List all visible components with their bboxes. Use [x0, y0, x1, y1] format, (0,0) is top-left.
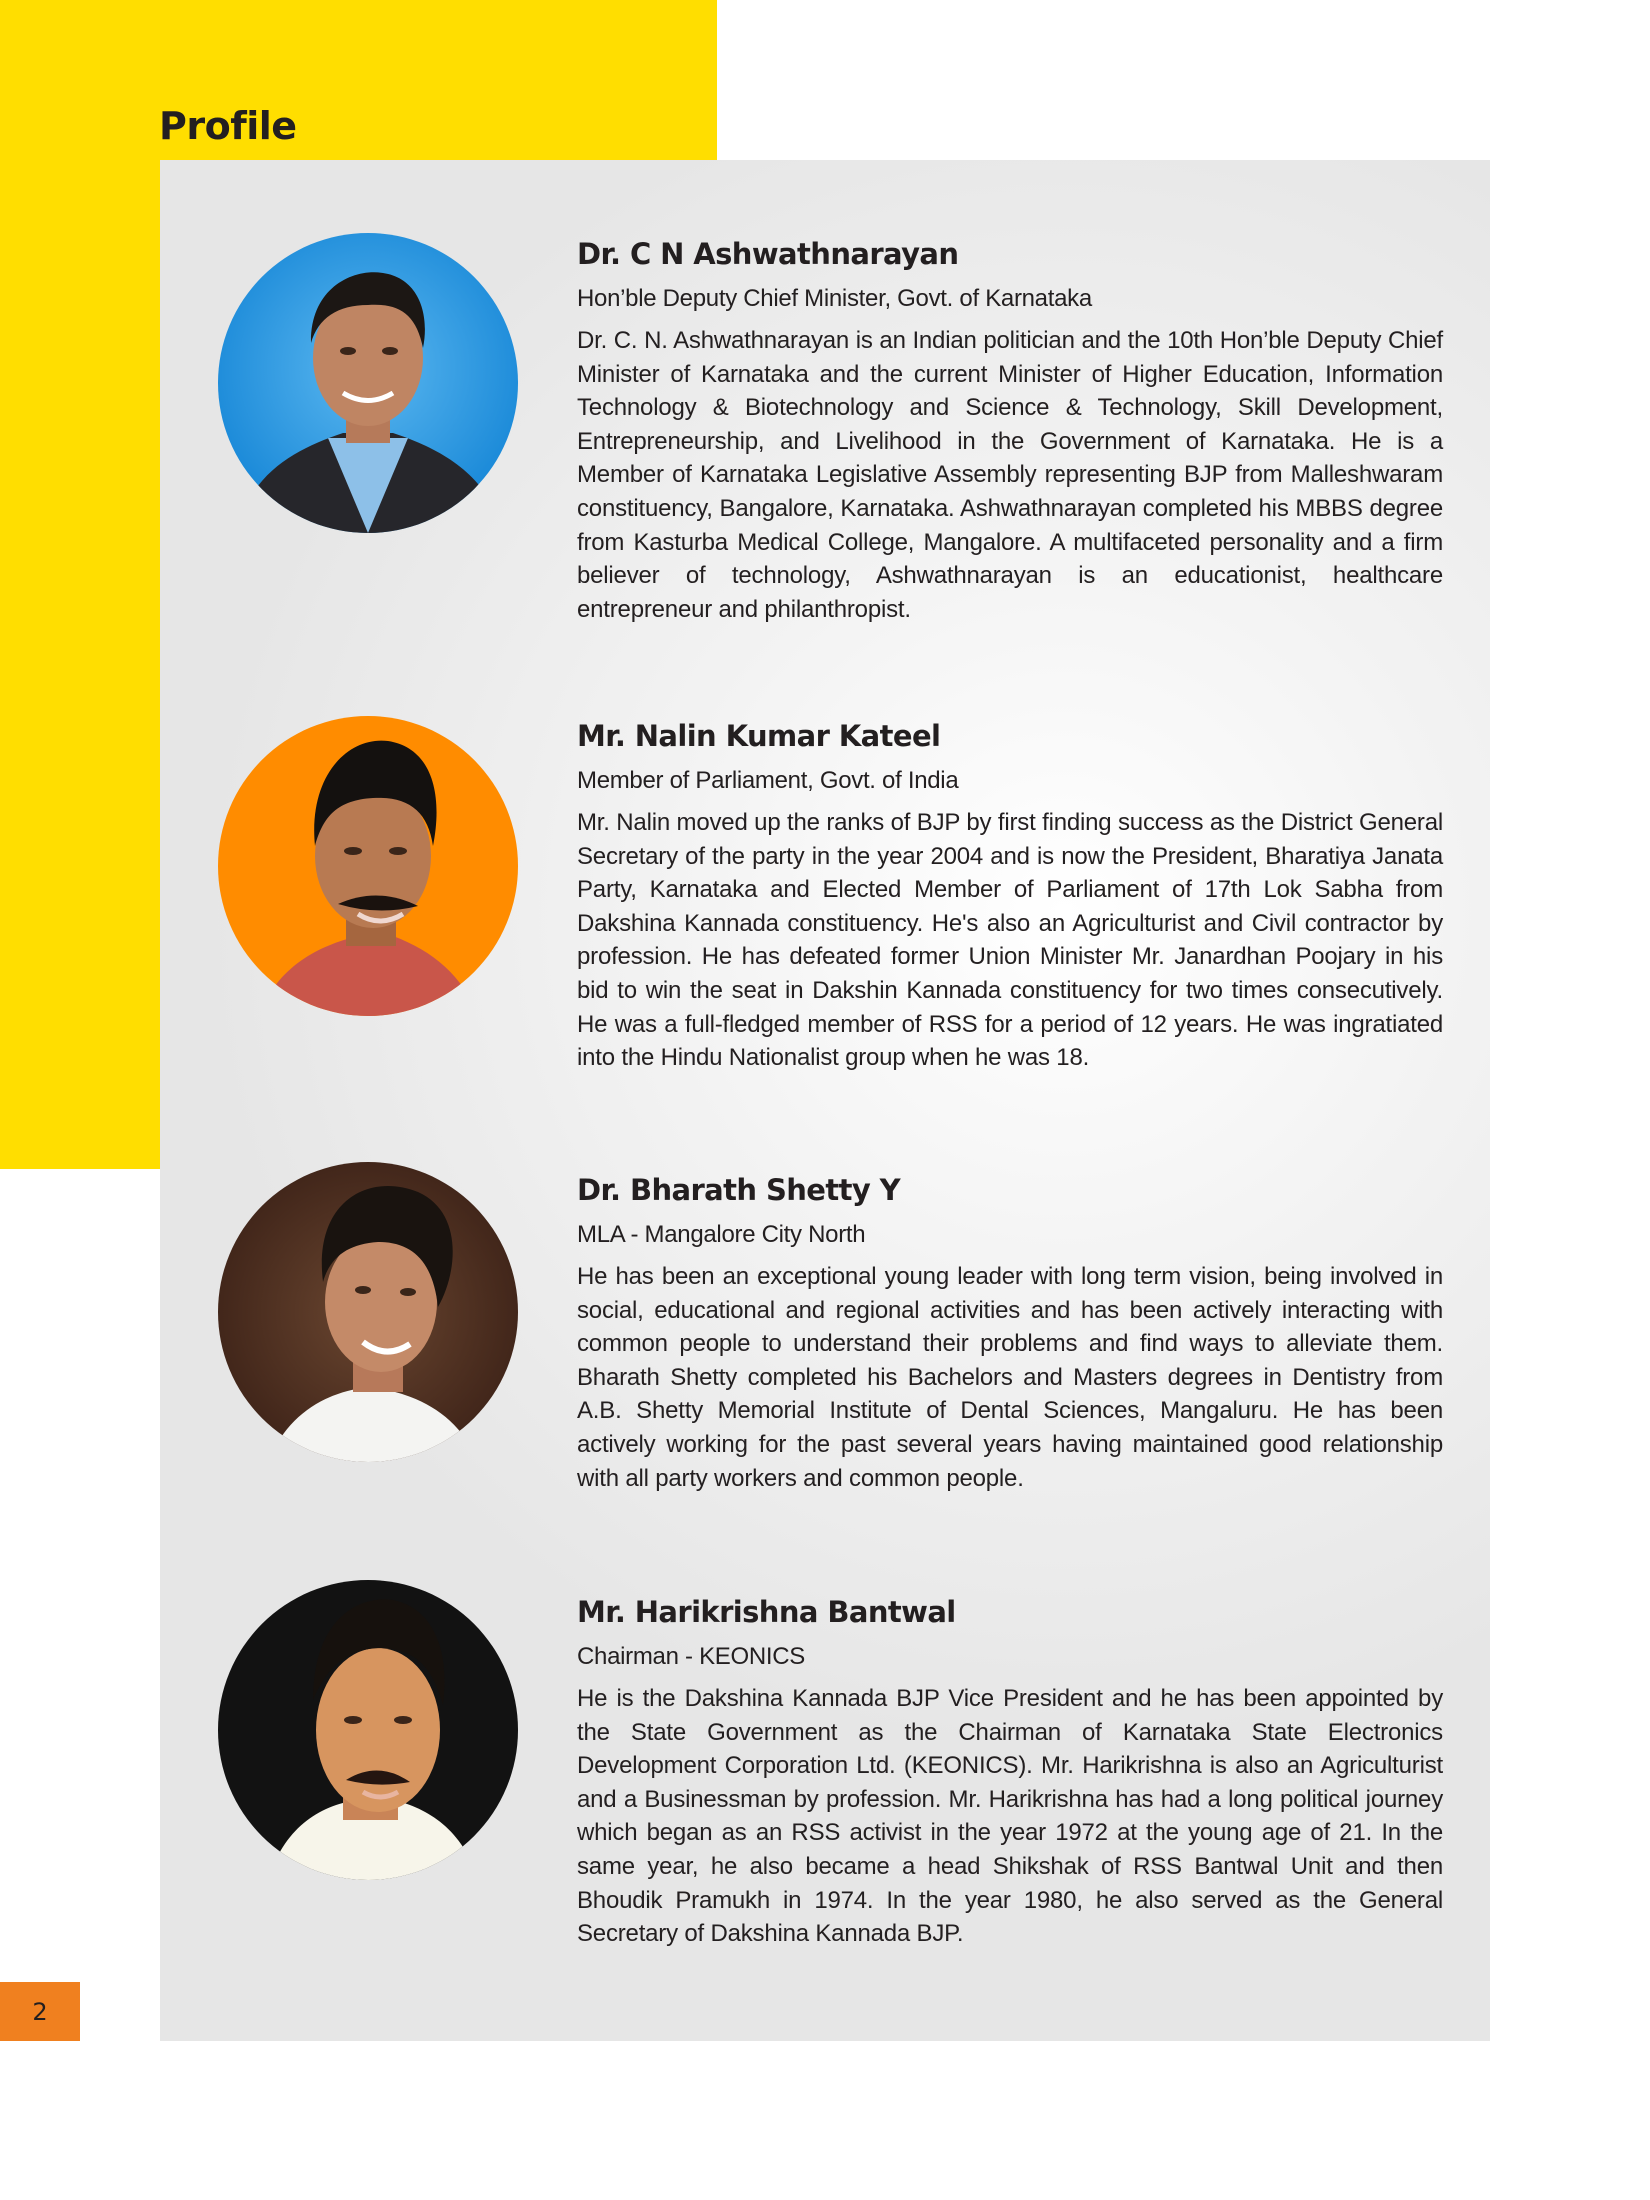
portrait-3: [218, 1162, 518, 1462]
portrait-2: [218, 716, 518, 1016]
portrait-photo-icon: [218, 716, 518, 1016]
profile-role: Member of Parliament, Govt. of India: [577, 767, 959, 794]
profile-text: [577, 1170, 1443, 1495]
page-number-badge: 2: [0, 1982, 80, 2041]
profile-text: [577, 234, 1443, 626]
profile-bio: Mr. Nalin moved up the ranks of BJP by first finding success as the District General Secretary of the party in the year 2004 and is now the President, Bharatiya Janata Party, Karnataka and Elected Member of Parliament of 17th Lok Sabha from Dakshina Kannada constituency. He's also an Agriculturist and Civil contractor by profession. He has defeated former Union Minister Mr. Janardhan Poojary in his bid to win the seat in Dakshin Kannada constituency for two times consecutively. He was a full-fledged member of RSS for a period of 12 years. He was ingratiated into the Hindu Nationalist group when he was 18.: [577, 809, 1443, 1072]
profile-bio: He has been an exceptional young leader with long term vision, being involved in social, educational and regional activities and has been actively interacting with common people to understand their problems and find ways to alleviate them. Bharath Shetty completed his Bachelors and Masters degrees in Dentistry from A.B. Shetty Memorial Institute of Dental Sciences, Mangaluru. He has been actively working for the past several years having maintained good relationship with all party workers and common people.: [577, 1263, 1443, 1492]
portrait-1: [218, 233, 518, 533]
portrait-4: [218, 1580, 518, 1880]
profile-name: Dr. C N Ashwathnarayan: [577, 237, 959, 271]
profile-text: [577, 1592, 1443, 1951]
profile-bio: Dr. C. N. Ashwathnarayan is an Indian politician and the 10th Hon’ble Deputy Chief Minister of Karnataka and the current Minister of Higher Education, Information Technology & Biotechnology and Science & Technology, Skill Development, Entrepreneurship, and Livelihood in the Government of Karnataka. He is a Member of Karnataka Legislative Assembly representing BJP from Malleshwaram constituency, Bangalore, Karnataka. Ashwathnarayan completed his MBBS degree from Kasturba Medical College, Mangalore. A multifaceted personality and a firm believer of technology, Ashwathnarayan is an educationist, healthcare entrepreneur and philanthropist.: [577, 327, 1443, 623]
profile-name: Mr. Nalin Kumar Kateel: [577, 719, 941, 753]
profile-text: [577, 716, 1443, 1075]
profile-bio: He is the Dakshina Kannada BJP Vice President and he has been appointed by the State Government as the Chairman of Karnataka State Electronics Development Corporation Ltd. (KEONICS). Mr. Harikrishna is also an Agriculturist and a Businessman by profession. Mr. Harikrishna has had a long political journey which began as an RSS activist in the year 1972 at the young age of 21. In the same year, he also became a head Shikshak of RSS Bantwal Unit and then Bhoudik Pramukh in 1974. In the year 1980, he also served as the General Secretary of Dakshina Kannada BJP.: [577, 1685, 1443, 1948]
profile-name: Mr. Harikrishna Bantwal: [577, 1595, 956, 1629]
profile-role: MLA - Mangalore City North: [577, 1221, 866, 1248]
portrait-photo-icon: [218, 1580, 518, 1880]
profiles-panel: [160, 160, 1490, 2041]
portrait-photo-icon: [218, 233, 518, 533]
page-title: Profile: [159, 104, 297, 148]
profile-role: Chairman - KEONICS: [577, 1643, 805, 1670]
profile-role: Hon’ble Deputy Chief Minister, Govt. of Karnataka: [577, 285, 1092, 312]
profile-name: Dr. Bharath Shetty Y: [577, 1173, 901, 1207]
portrait-photo-icon: [218, 1162, 518, 1462]
